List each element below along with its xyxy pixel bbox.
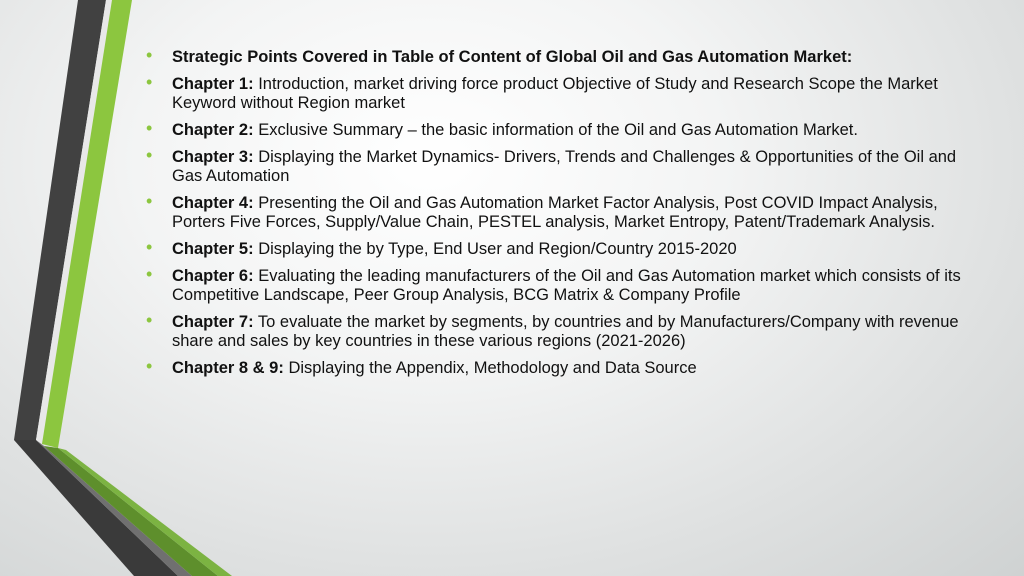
bullet-item — [146, 145, 976, 186]
bullet-dot-icon: • — [146, 191, 153, 211]
content-area — [146, 45, 976, 386]
bullet-text: Introduction, market driving force product Objective of Study and Research Scope the Market Keyword without Region market — [172, 75, 938, 112]
bullet-item — [146, 264, 976, 305]
bullet-heading: Chapter 7: — [172, 313, 254, 331]
bullet-dot-icon: • — [146, 118, 153, 138]
bullet-text: Displaying the Market Dynamics- Drivers, Trends and Challenges & Opportunities of the Oil and Gas Automation — [172, 148, 957, 185]
bullet-dot-icon: • — [146, 72, 153, 92]
bullet-heading: Chapter 1: — [172, 75, 254, 93]
bullet-dot-icon: • — [146, 45, 153, 65]
mid-gray-band — [36, 440, 192, 576]
bullet-dot-icon: • — [146, 237, 153, 257]
bullet-dot-icon: • — [146, 356, 153, 376]
bullet-item — [146, 118, 976, 140]
bullet-text: Presenting the Oil and Gas Automation Market Factor Analysis, Post COVID Impact Analysis, Porters Five Forces, Supply/Value Chain, PESTEL analysis, Market Entropy, Patent/Trademark Analysis. — [172, 194, 938, 231]
bullet-item — [146, 310, 976, 351]
bullet-heading: Strategic Points Covered in Table of Content of Global Oil and Gas Automation Market: — [172, 48, 853, 66]
bullet-item — [146, 356, 976, 378]
bullet-item — [146, 72, 976, 113]
bullet-heading: Chapter 6: — [172, 267, 254, 285]
dark-gray-band — [14, 440, 178, 576]
bullet-item — [146, 45, 976, 67]
bullet-list — [146, 45, 976, 378]
bullet-heading: Chapter 2: — [172, 121, 254, 139]
bullet-text: To evaluate the market by segments, by countries and by Manufacturers/Company with revenue share and sales by key countries in these various regions (2021-2026) — [172, 313, 959, 350]
bullet-dot-icon: • — [146, 264, 153, 284]
bullet-text: Displaying the by Type, End User and Region/Country 2015-2020 — [253, 240, 737, 258]
bullet-heading: Chapter 3: — [172, 148, 254, 166]
bullet-text: Evaluating the leading manufacturers of the Oil and Gas Automation market which consists of its Competitive Landscape, Peer Group Analysis, BCG Matrix & Company Profile — [172, 267, 961, 304]
bullet-item — [146, 191, 976, 232]
bullet-dot-icon: • — [146, 145, 153, 165]
bullet-text: Displaying the Appendix, Methodology and Data Source — [283, 359, 697, 377]
bullet-item — [146, 237, 976, 259]
bullet-heading: Chapter 8 & 9: — [172, 359, 284, 377]
bullet-heading: Chapter 4: — [172, 194, 254, 212]
bullet-text: Exclusive Summary – the basic information of the Oil and Gas Automation Market. — [253, 121, 858, 139]
bullet-dot-icon: • — [146, 310, 153, 330]
bullet-heading: Chapter 5: — [172, 240, 254, 258]
